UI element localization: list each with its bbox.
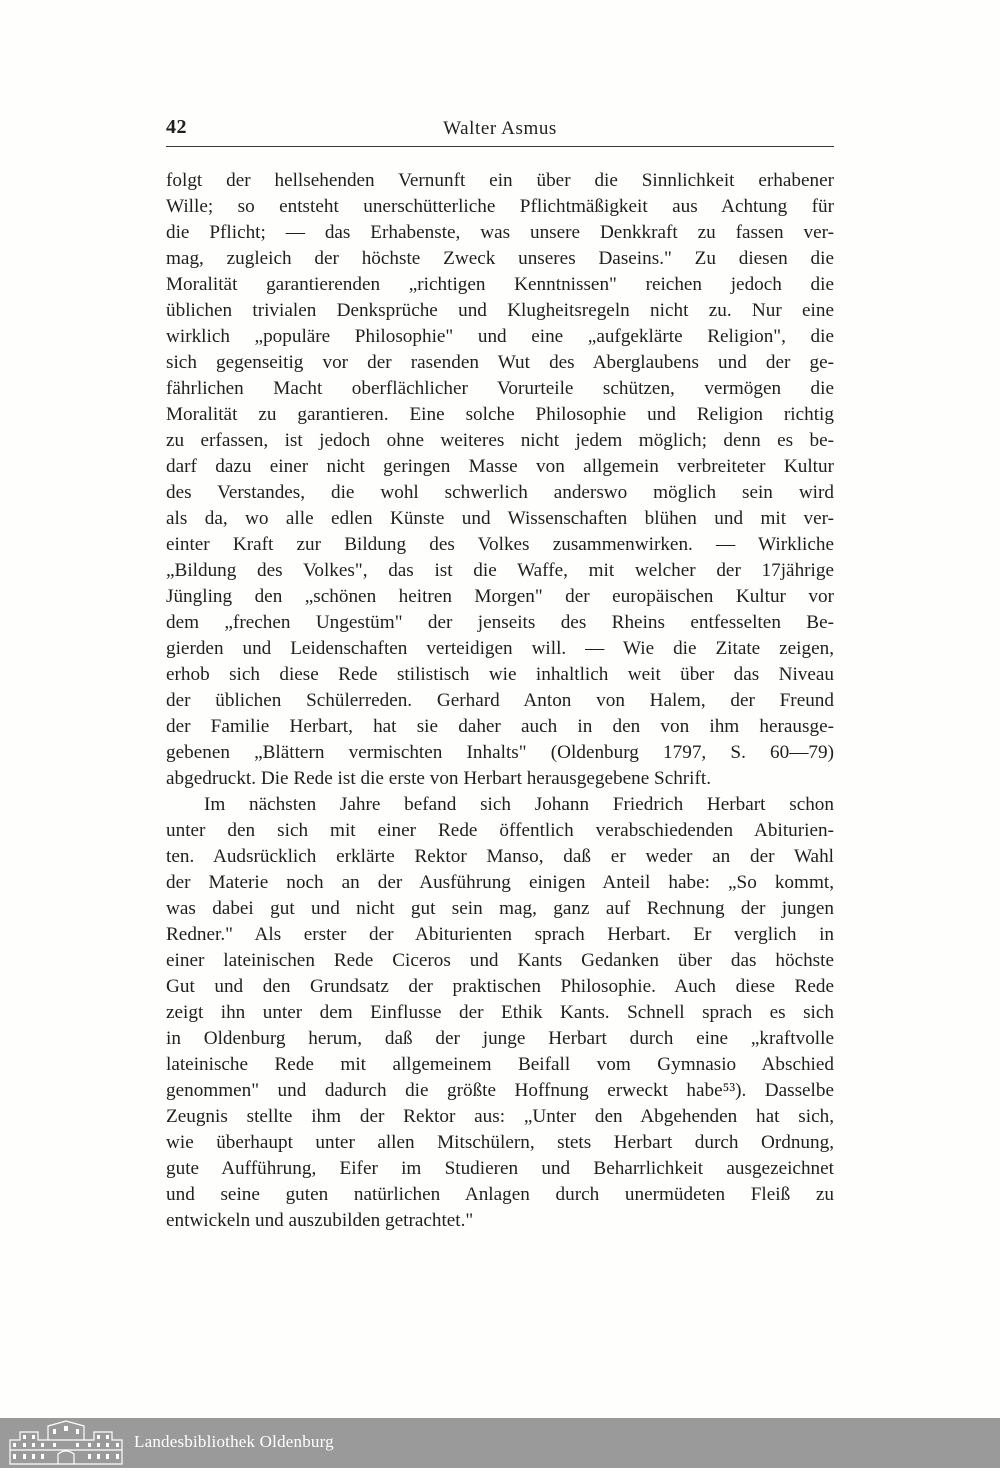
paragraph-end-line: entwickeln und auszubilden getrachtet.": [166, 1210, 474, 1231]
text-line: „Bildung des Volkes", das ist die Waffe, mit welcher der 17jährige: [166, 560, 834, 581]
text-line: Moralität garantierenden „richtigen Kenntnissen" reichen jedoch die: [166, 274, 834, 295]
text-line: des Verstandes, die wohl schwerlich anderswo möglich sein wird: [166, 482, 834, 503]
footer-bar: [0, 1418, 1000, 1468]
text-line: üblichen trivialen Denksprüche und Klugheitsregeln nicht zu. Nur eine: [166, 300, 834, 321]
footer-library-label: Landesbibliothek Oldenburg: [134, 1432, 334, 1451]
paragraph-start-line: Im nächsten Jahre befand sich Johann Friedrich Herbart schon: [204, 794, 834, 815]
text-line: Jüngling den „schönen heitren Morgen" der europäischen Kultur vor: [166, 586, 834, 607]
text-line: einer lateinischen Rede Ciceros und Kants Gedanken über das höchste: [166, 950, 834, 971]
text-line: folgt der hellsehenden Vernunft ein über die Sinnlichkeit erhabener: [166, 170, 834, 191]
body-text: [166, 168, 834, 1234]
text-line: die Pflicht; — das Erhabenste, was unsere Denkkraft zu fassen ver-: [166, 222, 834, 243]
text-line: gierden und Leidenschaften verteidigen will. — Wie die Zitate zeigen,: [166, 638, 834, 659]
text-line: und seine guten natürlichen Anlagen durch unermüdeten Fleiß zu: [166, 1184, 834, 1205]
text-line: ten. Audsrücklich erklärte Rektor Manso, daß er weder an der Wahl: [166, 846, 834, 867]
text-line: der Materie noch an der Ausführung einigen Anteil habe: „So kommt,: [166, 872, 834, 893]
text-line: Zeugnis stellte ihm der Rektor aus: „Unter den Abgehenden hat sich,: [166, 1106, 834, 1127]
text-line: fährlichen Macht oberflächlicher Vorurteile schützen, vermögen die: [166, 378, 834, 399]
text-line: Redner." Als erster der Abiturienten sprach Herbart. Er verglich in: [166, 924, 834, 945]
text-line: Moralität zu garantieren. Eine solche Philosophie und Religion richtig: [166, 404, 834, 425]
text-line: mag, zugleich der höchste Zweck unseres Daseins." Zu diesen die: [166, 248, 834, 269]
text-line: gebenen „Blättern vermischten Inhalts" (Oldenburg 1797, S. 60—79): [166, 742, 834, 763]
running-head: [166, 112, 834, 147]
text-line: dem „frechen Ungestüm" der jenseits des Rheins entfesselten Be-: [166, 612, 834, 633]
library-building-icon: [8, 1420, 124, 1466]
text-line: Gut und den Grundsatz der praktischen Philosophie. Auch diese Rede: [166, 976, 834, 997]
text-line: der üblichen Schülerreden. Gerhard Anton von Halem, der Freund: [166, 690, 834, 711]
text-line: sich gegenseitig vor der rasenden Wut des Aberglaubens und der ge-: [166, 352, 834, 373]
text-line: gute Aufführung, Eifer im Studieren und Beharrlichkeit ausgezeichnet: [166, 1158, 834, 1179]
text-line: was dabei gut und nicht gut sein mag, ganz auf Rechnung der jungen: [166, 898, 834, 919]
text-line: als da, wo alle edlen Künste und Wissenschaften blühen und mit ver-: [166, 508, 834, 529]
text-line: wirklich „populäre Philosophie" und eine „aufgeklärte Religion", die: [166, 326, 834, 347]
text-line: zeigt ihn unter dem Einflusse der Ethik Kants. Schnell sprach es sich: [166, 1002, 834, 1023]
text-line: zu erfassen, ist jedoch ohne weiteres nicht jedem möglich; denn es be-: [166, 430, 834, 451]
text-line: der Familie Herbart, hat sie daher auch in den von ihm herausge-: [166, 716, 834, 737]
paragraph-end-line: abgedruckt. Die Rede ist die erste von Herbart herausgegebene Schrift.: [166, 768, 712, 789]
text-line: darf dazu einer nicht geringen Masse von allgemein verbreiteter Kultur: [166, 456, 834, 477]
text-line: genommen" und dadurch die größte Hoffnung erweckt habe⁵³). Dasselbe: [166, 1080, 834, 1101]
text-line: unter den sich mit einer Rede öffentlich verabschiedenden Abiturien-: [166, 820, 834, 841]
page-number: 42: [166, 116, 187, 138]
text-line: wie überhaupt unter allen Mitschülern, stets Herbart durch Ordnung,: [166, 1132, 834, 1153]
text-line: in Oldenburg herum, daß der junge Herbart durch eine „kraftvolle: [166, 1028, 834, 1049]
text-line: einter Kraft zur Bildung des Volkes zusammenwirken. — Wirkliche: [166, 534, 834, 555]
running-head-author: Walter Asmus: [443, 118, 557, 139]
text-line: erhob sich diese Rede stilistisch wie inhaltlich weit über das Niveau: [166, 664, 834, 685]
text-line: Wille; so entsteht unerschütterliche Pflichtmäßigkeit aus Achtung für: [166, 196, 834, 217]
text-line: lateinische Rede mit allgemeinem Beifall vom Gymnasio Abschied: [166, 1054, 834, 1075]
